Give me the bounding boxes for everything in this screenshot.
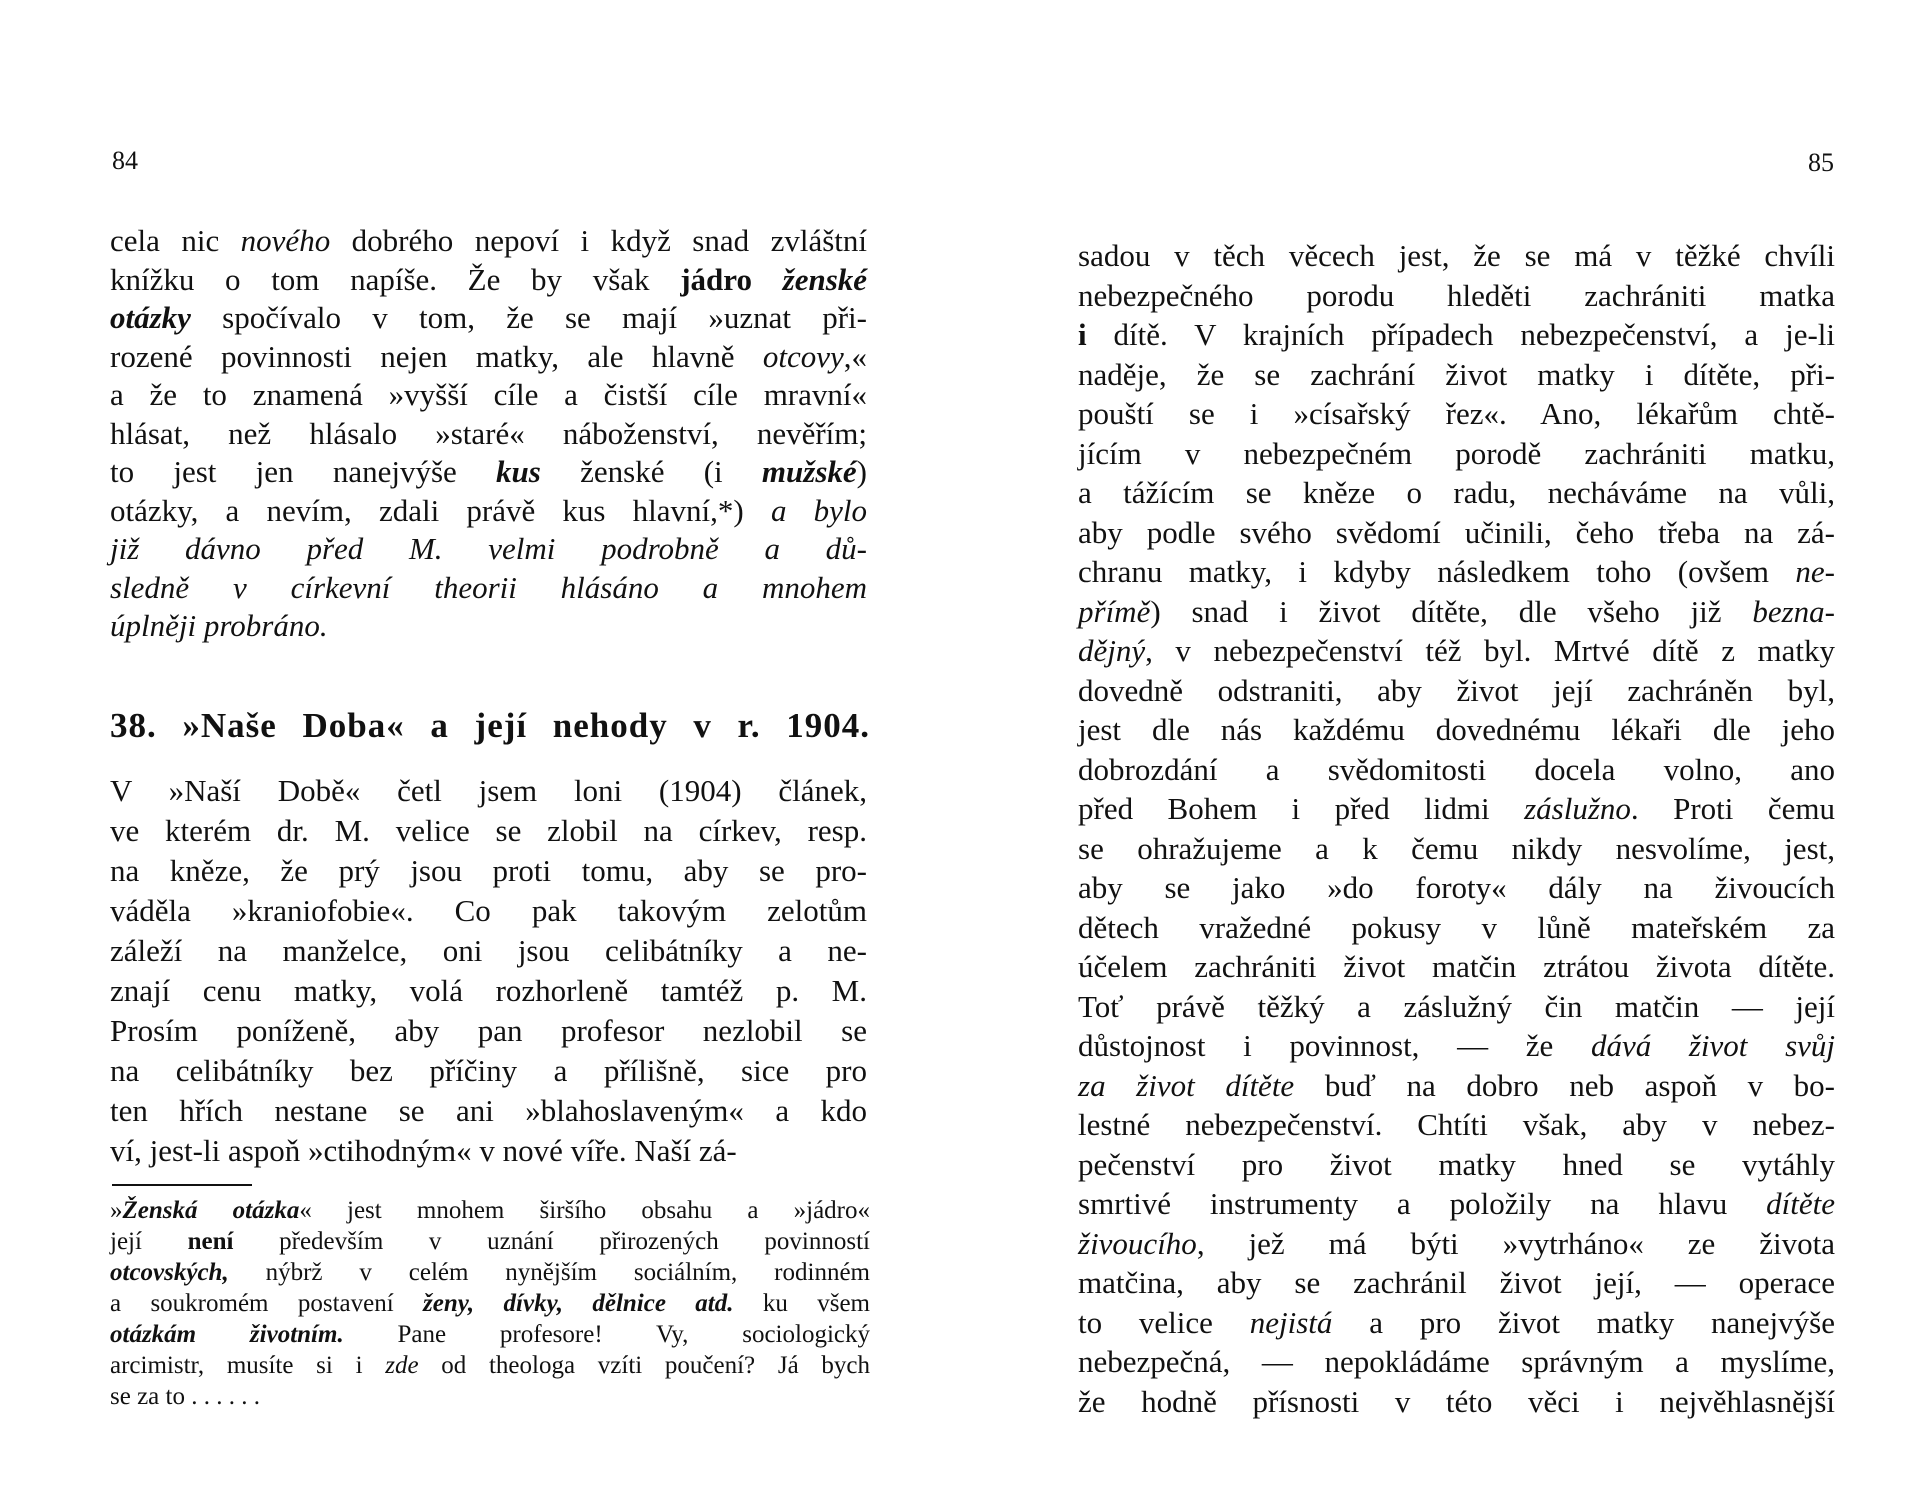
text-line: za život dítěte buď na dobro neb aspoň v bo- [1078,1067,1835,1103]
text-line: pouští se i »císařský řez«. Ano, lékařům chtě- [1078,396,1835,431]
text-line: dějný, v nebezpečenství též byl. Mrtvé dítě z matky [1078,633,1835,668]
text-line: rozené povinnosti nejen matky, ale hlavně otcovy,« [110,338,867,374]
text-line: přímě) snad i život dítěte, dle všeho již bezna- [1078,593,1835,629]
text-line: dobrozdání a svědomitosti docela volno, ano [1078,751,1835,787]
section-heading: 38. »Naše Doba« a její nehody v r. 1904. [110,706,870,745]
page-number-right: 85 [1808,148,1834,177]
text-line: ve kterém dr. M. velice se zlobil na církev, resp. [110,813,867,848]
text-line: na celibátníky bez příčiny a přílišně, sice pro [110,1053,867,1088]
text-line: naděje, že se zachrání život matky i dítěte, při- [1078,356,1835,392]
footnote-line: její není především v uznání přirozených povinností [110,1228,871,1255]
footnote-line: otázkám životním. Pane profesore! Vy, sociologický [110,1321,870,1348]
text-line: a že to znamená »vyšší cíle a čistší cíle mravní« [110,377,867,412]
text-line: cela nic nového dobrého nepoví i když snad zvláštní [110,223,867,258]
text-line: dětech vražedné pokusy v lůně mateřském za [1078,909,1835,945]
footnote-divider [112,1184,252,1186]
text-line: na kněze, že prý jsou proti tomu, aby se pro- [110,853,867,888]
footnote-line: a soukromém postavení ženy, dívky, dělnice atd. ku všem [110,1290,870,1317]
text-line: chranu matky, i kdyby následkem toho (ovšem ne- [1078,554,1835,589]
text-line: smrtivé instrumenty a položily na hlavu dítěte [1078,1186,1835,1221]
text-line: Toť právě těžký a záslužný čin matčin — její [1078,988,1835,1024]
text-line: i dítě. V krajních případech nebezpečenství, a je-li [1078,317,1835,352]
text-line: a tážícím se kněze o radu, necháváme na vůli, [1078,475,1835,510]
text-line: účelem zachrániti život matčin ztrátou života dítěte. [1078,949,1835,984]
text-line: jícím v nebezpečném porodě zachrániti matku, [1078,435,1835,471]
text-line: otázky spočívalo v tom, že se mají »uznat při- [110,300,867,335]
footnote-line: otcovských, nýbrž v celém nynějším sociálním, rodinném [110,1259,870,1286]
text-line: matčina, aby se zachránil život její, — operace [1078,1265,1835,1300]
text-line: před Bohem i před lidmi záslužno. Proti čemu [1078,791,1836,826]
text-line: ví, jest-li aspoň »ctihodným« v nové víře. Naší zá- [110,1133,737,1168]
text-line: to velice nejistá a pro život matky nanejvýše [1078,1304,1835,1340]
text-line: se ohražujeme a k čemu nikdy nesvolíme, jest, [1078,830,1835,866]
text-line: úplněji probráno. [110,608,328,643]
text-line: již dávno před M. velmi podrobně a dů- [110,531,867,566]
text-line: jest dle nás každému dovednému lékaři dle jeho [1078,712,1835,747]
text-line: váděla »kraniofobie«. Co pak takovým zelotům [110,893,867,928]
text-line: sledně v církevní theorii hlásáno a mnohem [110,569,867,605]
text-line: záleží na manželce, oni jsou celibátníky a ne- [110,933,867,968]
footnote-line: »Ženská otázka« jest mnohem širšího obsahu a »jádro« [110,1197,870,1224]
text-line: důstojnost i povinnost, — že dává život svůj [1078,1028,1835,1063]
text-line: V »Naší Době« četl jsem loni (1904) článek, [110,773,867,808]
text-line: otázky, a nevím, zdali právě kus hlavní,*) a bylo [110,492,868,528]
page-number-left: 84 [112,146,138,175]
text-line: pečenství pro život matky hned se vytáhly [1078,1146,1835,1182]
text-line: sadou v těch věcech jest, že se má v těžké chvíli [1078,238,1835,273]
text-line: nebezpečného porodu hleděti zachrániti matka [1078,277,1835,313]
text-line: dovedně odstraniti, aby život její zachráněn byl, [1078,672,1835,708]
text-line: aby se jako »do foroty« dály na živoucích [1078,870,1835,905]
text-line: hlásat, než hlásalo »staré« náboženství, nevěřím; [110,415,867,451]
text-line: knížku o tom napíše. Že by však jádro ženské [110,261,868,297]
text-line: že hodně přísnosti v této věci i nejvěhlasnější [1078,1383,1835,1419]
text-line: Prosím poníženě, aby pan profesor nezlobil se [110,1013,867,1048]
text-line: to jest jen nanejvýše kus ženské (i mužské) [110,454,867,489]
text-line: znají cenu matky, volá rozhorleně tamtéž p. M. [110,973,867,1008]
text-line: lestné nebezpečenství. Chtíti však, aby v nebez- [1078,1107,1835,1142]
text-line: ten hřích nestane se ani »blahoslaveným« a kdo [110,1093,867,1128]
footnote-line: se za to . . . . . . [110,1383,260,1410]
text-line: nebezpečná, — nepokládáme správným a myslíme, [1078,1344,1835,1379]
footnote-line: arcimistr, musíte si i zde od theologa vzíti poučení? Já bych [110,1352,870,1379]
text-line: živoucího, jež má býti »vytrháno« ze života [1078,1225,1835,1261]
text-line: aby podle svého svědomí učinili, čeho třeba na zá- [1078,514,1835,550]
